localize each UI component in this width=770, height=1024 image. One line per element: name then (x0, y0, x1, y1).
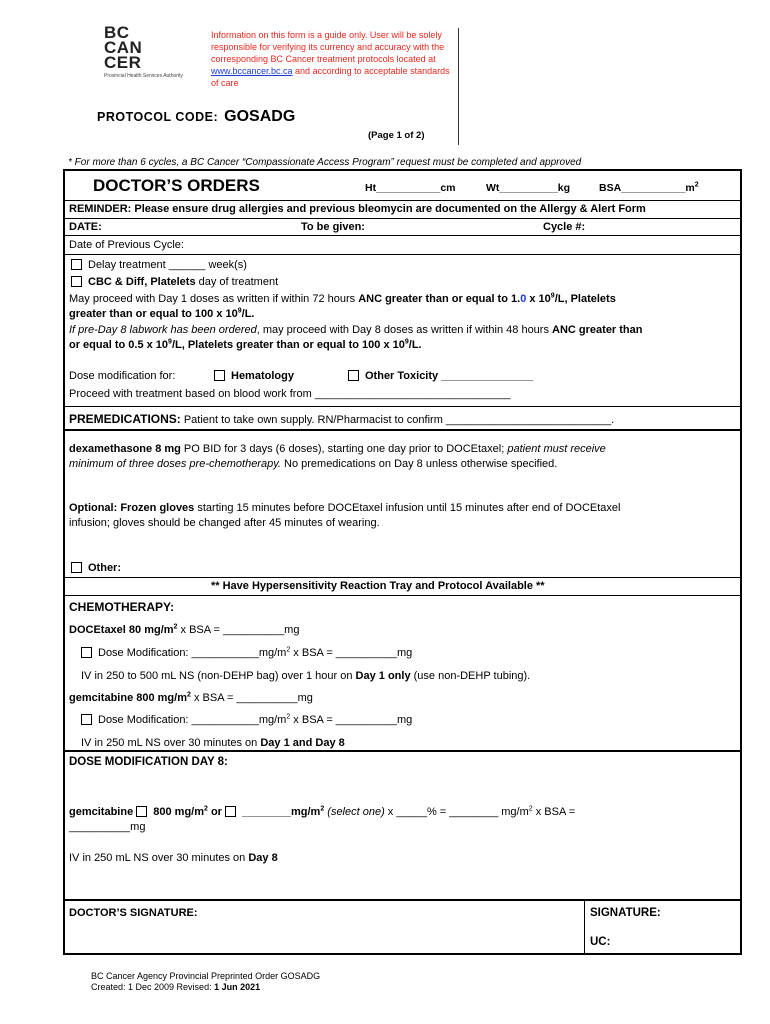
footer-line-1: BC Cancer Agency Provincial Preprinted Order GOSADG (91, 971, 321, 981)
proceed-bloodwork: Proceed with treatment based on blood work from ________________________________ (69, 388, 511, 400)
premed-details (63, 431, 742, 578)
c17: Day 1 and Day 8 (260, 737, 345, 749)
c14: 2 (286, 713, 291, 721)
pre-day8 (69, 324, 643, 336)
e5: ________mg/m (242, 806, 321, 818)
logo-line-3: CER (104, 53, 142, 72)
day8-iv (69, 852, 278, 864)
t5: 9 (550, 292, 555, 300)
t1: May proceed with Day 1 doses as written if within 72 hours (69, 293, 359, 305)
p6: /L, Platelets greater than or equal to 100 x 10 (171, 339, 405, 351)
to-be-given-field[interactable]: To be given: (301, 221, 365, 233)
doctors-signature-field[interactable]: DOCTOR’S SIGNATURE: (69, 907, 198, 919)
c5: 2 (286, 646, 291, 654)
e10: x BSA = (532, 806, 576, 818)
g3: starting 15 minutes before DOCEtaxel infusion until 15 minutes after end of DOCEtaxel (194, 502, 621, 514)
logo-subtitle: Provincial Health Services Authority (104, 73, 183, 79)
c12: x BSA = __________mg (190, 692, 313, 704)
disclaimer (211, 29, 451, 89)
cbc-order (71, 276, 278, 288)
t8: 9 (237, 307, 242, 315)
docetaxel-mod-checkbox[interactable] (81, 647, 92, 658)
cycles-note: * For more than 6 cycles, a BC Cancer “Compassionate Access Program” request must be completed and approved (68, 157, 582, 168)
premedications-row (63, 407, 742, 431)
cbc-label: CBC & Diff, Platelets (88, 276, 196, 288)
disclaimer-text-end: and according to acceptable standards of care (211, 66, 450, 88)
g1: Optional: (69, 502, 118, 514)
doctors-orders-title: DOCTOR’S ORDERS (93, 176, 260, 195)
reminder-row (63, 201, 742, 219)
other-label: Other: (88, 562, 121, 574)
uc-field[interactable]: UC: (590, 936, 611, 948)
chemotherapy-label: CHEMOTHERAPY: (69, 600, 175, 614)
c3: x BSA = __________mg (177, 624, 300, 636)
d3: patient must receive (507, 443, 606, 455)
footer (91, 971, 320, 993)
t7: greater than or equal to 100 x 10 (69, 308, 238, 320)
signature-field[interactable]: SIGNATURE: (590, 907, 661, 919)
t9: /L. (241, 308, 255, 320)
dexamethasone-order (69, 443, 606, 455)
day8-custom-checkbox[interactable] (225, 806, 236, 817)
dose-mod-label: Dose modification for: (69, 370, 176, 382)
protocol-code-value: GOSADG (224, 108, 296, 125)
e11: IV in 250 mL NS over 30 minutes on (69, 852, 249, 864)
dexamethasone-order-cont (69, 458, 557, 470)
weight-field[interactable]: Wt__________kg (486, 182, 571, 194)
hypersensitivity-row (63, 578, 742, 596)
p3: ANC greater than (552, 324, 643, 336)
e4: or (207, 806, 226, 818)
c9: (use non-DEHP tubing). (410, 670, 531, 682)
gemcitabine-order (69, 692, 313, 704)
date-row (63, 219, 742, 236)
protocol-code (97, 108, 295, 126)
delay-label: Delay treatment ______ week(s) (88, 259, 247, 271)
day8-gemcitabine-cont: __________mg (69, 821, 146, 833)
t4: x 10 (526, 293, 551, 305)
day8-block (63, 752, 742, 901)
c16: IV in 250 mL NS over 30 minutes on (81, 737, 261, 749)
other-premed (71, 562, 121, 574)
c15: x BSA = __________mg (290, 714, 413, 726)
c11: 2 (187, 691, 191, 699)
c4: Dose Modification: ___________mg/m (98, 647, 287, 659)
hematology-checkbox[interactable] (214, 370, 225, 381)
p5: 9 (168, 338, 172, 346)
height-field[interactable]: Ht___________cm (365, 182, 456, 194)
e12: Day 8 (248, 852, 278, 864)
t6: /L, Platelets (554, 293, 616, 305)
chemotherapy-block (63, 596, 742, 752)
c6: x BSA = __________mg (290, 647, 413, 659)
reminder-text: REMINDER: Please ensure drug allergies and previous bleomycin are documented on the Allergy & Alert Form (69, 203, 646, 215)
docetaxel-iv (81, 670, 530, 682)
footer-line-2 (91, 982, 320, 993)
day8-label: DOSE MODIFICATION DAY 8: (69, 756, 228, 768)
premedications (69, 412, 614, 426)
protocol-label: PROTOCOL CODE: (97, 110, 219, 124)
e1: gemcitabine (69, 806, 134, 818)
header-divider (458, 28, 459, 145)
doctors-orders-row (63, 169, 742, 201)
d2: PO BID for 3 days (6 doses), starting one day prior to DOCEtaxel; (180, 443, 508, 455)
page-number: (Page 1 of 2) (368, 130, 425, 141)
bc-cancer-logo (104, 25, 183, 79)
c7: IV in 250 to 500 mL NS (non-DEHP bag) over 1 hour on (81, 670, 356, 682)
day8-gemcitabine (69, 806, 575, 818)
c2: 2 (173, 623, 178, 631)
gemcitabine-iv (81, 737, 345, 749)
other-toxicity-label: Other Toxicity _______________ (365, 370, 533, 382)
e3: 2 (204, 805, 208, 813)
disclaimer-text: Information on this form is a guide only. User will be solely responsible for verifying its currency and accuracy with the corresponding BC Cancer treatment protocols located at (211, 30, 445, 64)
frozen-gloves (69, 502, 620, 514)
proceed-day1 (69, 293, 616, 305)
bsa-sup: 2 (694, 181, 699, 189)
docetaxel-order (69, 624, 299, 636)
c1: DOCEtaxel 80 mg/m (69, 624, 174, 636)
previous-cycle-row (63, 236, 742, 255)
d5: No premedications on Day 8 unless otherwise specified. (280, 458, 558, 470)
signature-divider (584, 901, 585, 954)
cycle-field[interactable]: Cycle #: (543, 221, 586, 233)
proceed-day1-cont (69, 308, 254, 320)
bsa-label: BSA___________m (599, 182, 695, 194)
footer-revised: 1 Jun 2021 (214, 982, 261, 992)
other-premed-checkbox[interactable] (71, 562, 82, 573)
hypersensitivity-note: ** Have Hypersensitivity Reaction Tray and Protocol Available ** (211, 580, 545, 592)
previous-cycle-field[interactable]: Date of Previous Cycle: (69, 239, 184, 251)
p7: 9 (404, 338, 409, 346)
t3: 0 (520, 293, 527, 305)
docetaxel-dose-mod (81, 647, 412, 659)
day8-800-checkbox[interactable] (136, 806, 147, 817)
date-field[interactable]: DATE: (69, 221, 102, 233)
e9: 2 (528, 805, 533, 813)
other-toxicity-option (348, 370, 533, 382)
e7: (select one) (324, 806, 385, 818)
p8: /L. (408, 339, 422, 351)
d4: minimum of three doses pre-chemotherapy. (69, 458, 281, 470)
p2: , may proceed with Day 8 doses as written if within 48 hours (256, 324, 553, 336)
treatment-block (63, 255, 742, 407)
hematology-label: Hematology (231, 370, 294, 382)
other-toxicity-checkbox[interactable] (348, 370, 359, 381)
e2: 800 mg/m (153, 806, 204, 818)
p1: If pre-Day 8 labwork has been ordered (69, 324, 257, 336)
pre-day8-cont (69, 339, 422, 351)
g2: Frozen gloves (117, 502, 195, 514)
cbc-checkbox[interactable] (71, 276, 82, 287)
c13: Dose Modification: ___________mg/m (98, 714, 287, 726)
gemcitabine-mod-checkbox[interactable] (81, 714, 92, 725)
footer-created: Created: 1 Dec 2009 Revised: (91, 982, 215, 992)
cbc-rest: day of treatment (195, 276, 279, 288)
c8: Day 1 only (355, 670, 411, 682)
hematology-option (214, 370, 294, 382)
logo-line-2: CAN (104, 38, 143, 57)
bsa-field[interactable] (599, 182, 699, 194)
t2: ANC greater than or equal to 1. (358, 293, 521, 305)
bccancer-link[interactable]: www.bccancer.bc.ca (211, 66, 293, 76)
e6: 2 (320, 805, 325, 813)
c10: gemcitabine 800 mg/m (69, 692, 187, 704)
e8: x _____% = ________ mg/m (384, 806, 529, 818)
delay-treatment (71, 259, 247, 271)
p4: or equal to 0.5 x 10 (69, 339, 169, 351)
delay-checkbox[interactable] (71, 259, 82, 270)
premed-label: PREMEDICATIONS: (69, 412, 181, 426)
premed-text: Patient to take own supply. RN/Pharmacist to confirm ___________________________. (180, 414, 615, 426)
frozen-gloves-cont: infusion; gloves should be changed after 45 minutes of wearing. (69, 517, 380, 529)
gemcitabine-dose-mod (81, 714, 412, 726)
d1: dexamethasone 8 mg (69, 443, 181, 455)
logo-line-1: BC (104, 23, 130, 42)
